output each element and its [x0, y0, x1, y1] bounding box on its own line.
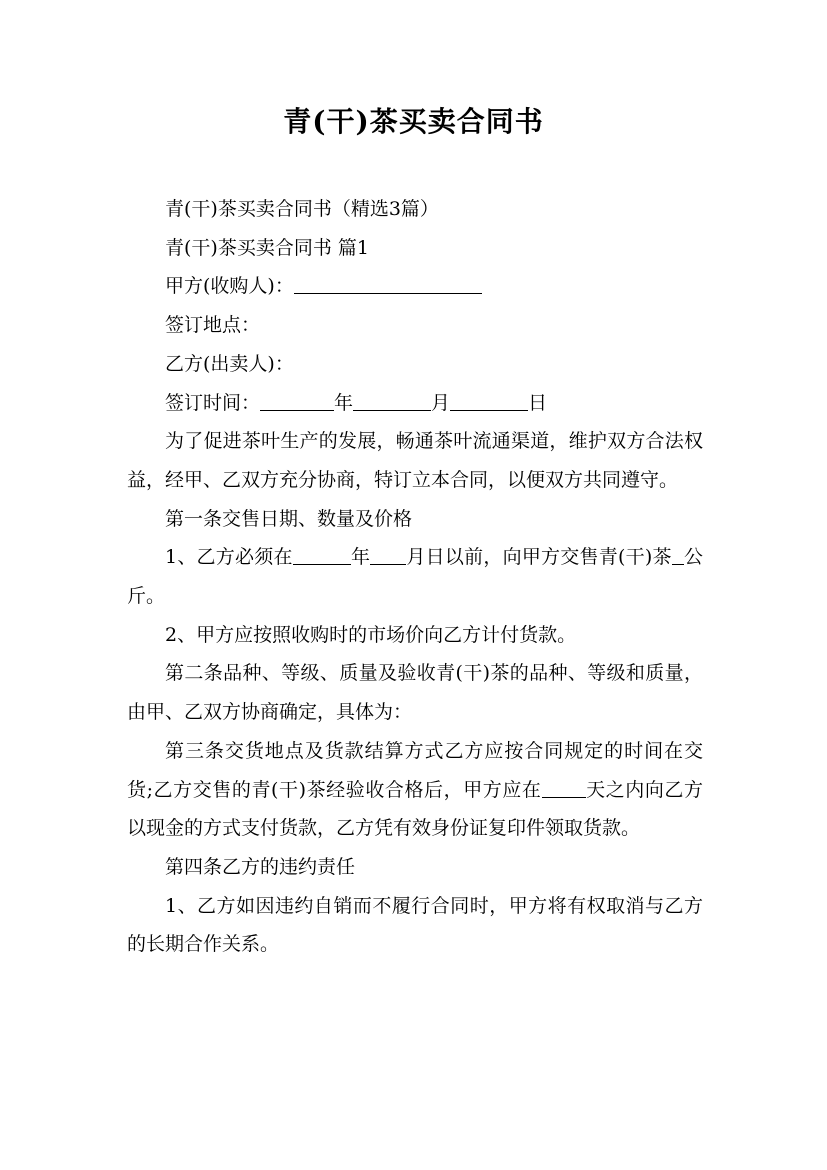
party-a-label: 甲方(收购人)：	[165, 275, 294, 298]
a3-start: 第三条交货地点及货款结算方式乙方应按合同规定的时间在交货;乙方交售的青(干)茶经验收合格后，甲方应在	[127, 739, 703, 801]
party-a-line	[127, 267, 703, 306]
day-blank	[450, 391, 528, 411]
month-label: 月	[431, 391, 451, 414]
document-body	[127, 190, 703, 964]
article1-item2: 2、甲方应按照收购时的市场价向乙方计付货款。	[165, 623, 577, 646]
sign-place-label: 签订地点：	[165, 314, 261, 337]
sign-time-line	[127, 384, 703, 423]
article2-paragraph: 第二条品种、等级、质量及验收青(干)茶的品种、等级和质量，由甲、乙双方协商确定，具体为：	[127, 662, 703, 724]
party-b-label: 乙方(出卖人)：	[165, 352, 294, 375]
article4-title: 第四条乙方的违约责任	[165, 855, 356, 878]
document-title: 青(干)茶买卖合同书	[283, 105, 544, 138]
a1-p1-mid: 年	[350, 546, 371, 569]
year-blank	[260, 391, 334, 411]
article1-title: 第一条交售日期、数量及价格	[165, 507, 413, 530]
intro-paragraph: 为了促进茶叶生产的发展，畅通茶叶流通渠道，维护双方合法权益，经甲、乙双方充分协商，特订立本合同，以便双方共同遵守。	[127, 430, 703, 491]
year-label: 年	[334, 391, 354, 414]
party-b-line	[127, 345, 703, 384]
chapter-line	[127, 229, 703, 268]
sign-place-line	[127, 306, 703, 345]
chapter-text: 青(干)茶买卖合同书 篇1	[165, 236, 369, 259]
a3-days-blank	[542, 778, 586, 798]
month-blank	[353, 391, 431, 411]
subtitle-line	[127, 190, 703, 229]
a1-p1-mid2: 月日以前，向甲方交售青(干)茶	[406, 546, 672, 569]
party-a-blank	[294, 274, 482, 294]
a1-p1-end: 公斤。	[127, 546, 703, 608]
a1-p1-start: 1、乙方必须在	[165, 546, 293, 569]
article3-paragraph	[127, 732, 703, 848]
subtitle-text: 青(干)茶买卖合同书（精选3篇）	[165, 198, 439, 220]
a3-end: 天之内向乙方以现金的方式支付货款，乙方凭有效身份证复印件领取货款。	[127, 778, 703, 840]
sign-time-label: 签订时间：	[165, 391, 261, 414]
article1-item1	[127, 538, 703, 615]
article4-item1: 1、乙方如因违约自销而不履行合同时，甲方将有权取消与乙方的长期合作关系。	[127, 894, 703, 956]
a1-month-blank	[370, 545, 406, 565]
a1-qty-blank	[672, 545, 684, 565]
day-label: 日	[528, 391, 548, 414]
a1-year-blank	[293, 545, 351, 565]
